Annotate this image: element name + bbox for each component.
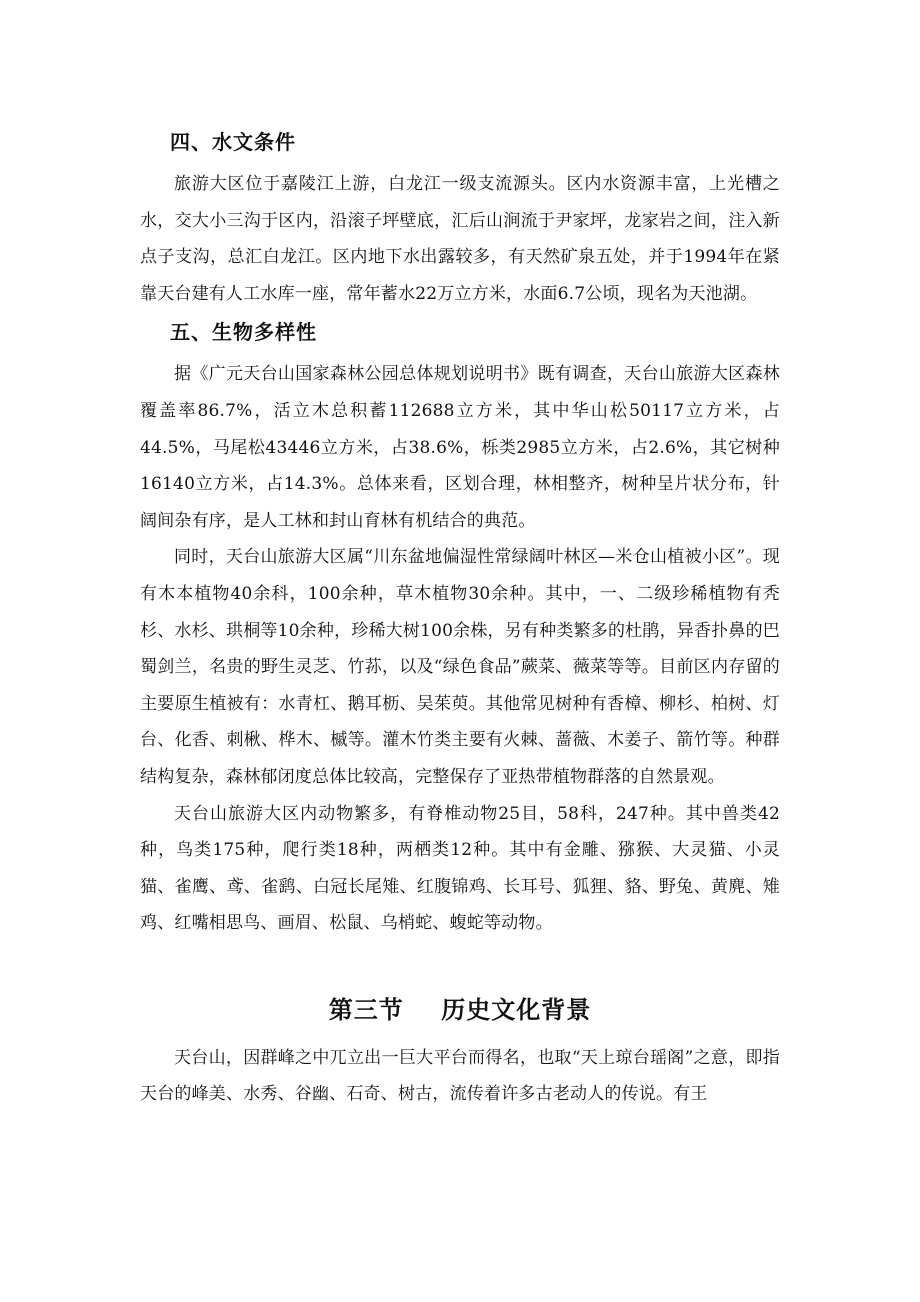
paragraph-history: 天台山，因群峰之中兀立出一巨大平台而得名，也取“天上琼台瑶阁”之意，即指天台的峰美、水秀、谷幽、石奇、树古，流传着许多古老动人的传说。有王 — [140, 1047, 780, 1105]
section-heading-biodiversity: 五、生物多样性 — [170, 320, 317, 345]
paragraph-hydrology: 旅游大区位于嘉陵江上游，白龙江一级支流源头。区内水资源丰富，上光槽之水，交大小三沟于区内，沿滚子坪壁底，汇后山涧流于尹家坪，龙家岩之间，注入新点子支沟，总汇白龙江。区内地下水出露较多，有天然矿泉五处，并于1994年在紧靠天台建有人工水库一座，常年蓄水22万立方米，水面6.7公顷，现名为天池湖。 — [140, 174, 780, 304]
chapter-heading-history: 第三节 历史文化背景 — [328, 995, 592, 1024]
paragraph-animals: 天台山旅游大区内动物繁多，有脊椎动物25目，58科，247种。其中兽类42种，鸟类175种，爬行类18种，两栖类12种。其中有金雕、猕猴、大灵猫、小灵猫、雀鹰、鸢、雀鹞、白冠长尾雉、红腹锦鸡、长耳号、狐狸、貉、野兔、黄麂、雉鸡、红嘴相思鸟、画眉、松鼠、乌梢蛇、蝮蛇等动物。 — [140, 803, 780, 934]
paragraph-plants: 同时，天台山旅游大区属“川东盆地偏湿性常绿阔叶林区—米仓山植被小区”。现有木本植物40余科，100余种，草木植物30余种。其中，一、二级珍稀植物有秃杉、水杉、珙桐等10余种，珍稀大树100余株，另有种类繁多的杜鹃，异香扑鼻的巴蜀剑兰，名贵的野生灵芝、竹荪，以及“绿色食品”蕨菜、薇菜等等。目前区内存留的主要原生植被有：水青杠、鹅耳枥、吴茱萸。其他常见树种有香樟、柳杉、柏树、灯台、化香、刺楸、桦木、槭等。灌木竹类主要有火棘、蔷薇、木姜子、箭竹等。种群结构复杂，森林郁闭度总体比较高，完整保存了亚热带植物群落的自然景观。 — [140, 547, 780, 787]
paragraph-forest-coverage: 据《广元天台山国家森林公园总体规划说明书》既有调查，天台山旅游大区森林覆盖率86.7%，活立木总积蓄112688立方米，其中华山松50117立方米，占44.5%，马尾松43446立方米，占38.6%，栎类2985立方米，占2.6%，其它树种16140立方米，占14.3%。总体来看，区划合理，林相整齐，树种呈片状分布，针阔间杂有序，是人工林和封山育林有机结合的典范。 — [140, 364, 780, 531]
document-page — [140, 112, 780, 1113]
section-heading-hydrology: 四、水文条件 — [170, 130, 296, 154]
